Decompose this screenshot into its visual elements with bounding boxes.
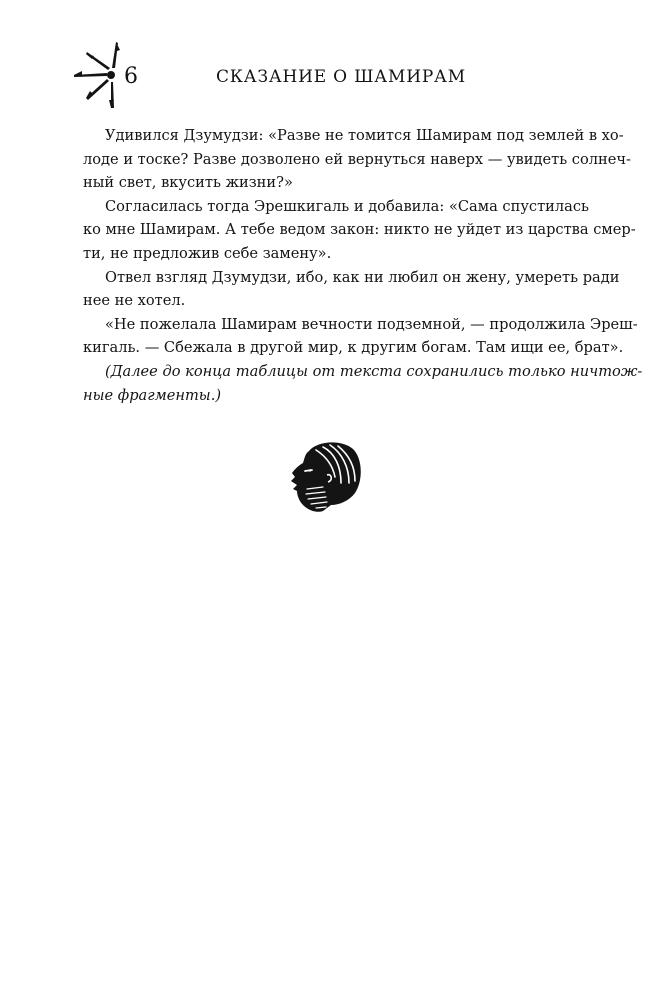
text-line: Удивился Дзумудзи: «Разве не томится Шамирам под землей в хо- bbox=[105, 127, 624, 144]
starburst-ornament-icon bbox=[72, 40, 132, 110]
text-line: ные фрагменты.) bbox=[83, 386, 222, 404]
text-line: (Далее до конца таблицы от текста сохранились только ничтож- bbox=[105, 362, 643, 380]
text-line: лоде и тоске? Разве дозволено ей вернуться наверх — увидеть солнеч- bbox=[83, 150, 631, 168]
bearded-head-profile-icon bbox=[283, 437, 363, 515]
paragraph bbox=[83, 313, 638, 360]
text-line: ко мне Шамирам. А тебе ведом закон: никто не уйдет из царства смер- bbox=[83, 221, 636, 239]
text-line: нее не хотел. bbox=[83, 292, 186, 310]
editorial-note bbox=[83, 360, 643, 407]
text-line: кигаль. — Сбежала в другой мир, к другим богам. Там ищи ее, брат». bbox=[83, 339, 624, 357]
text-line: ти, не предложив себе замену». bbox=[83, 244, 332, 262]
paragraph bbox=[83, 195, 636, 266]
text-line: ный свет, вкусить жизни?» bbox=[83, 174, 293, 192]
paragraph bbox=[83, 124, 631, 195]
text-line: Отвел взгляд Дзумудзи, ибо, как ни любил он жену, умереть ради bbox=[105, 268, 620, 286]
body-text bbox=[83, 124, 643, 407]
page-number: 6 bbox=[124, 64, 138, 89]
paragraph bbox=[83, 266, 620, 313]
text-line: Согласилась тогда Эрешкигаль и добавила: «Сама спустилась bbox=[105, 197, 589, 215]
running-title: СКАЗАНИЕ О ШАМИРАМ bbox=[216, 67, 466, 87]
text-line: «Не пожелала Шамирам вечности подземной, — продолжила Эреш- bbox=[105, 315, 638, 333]
